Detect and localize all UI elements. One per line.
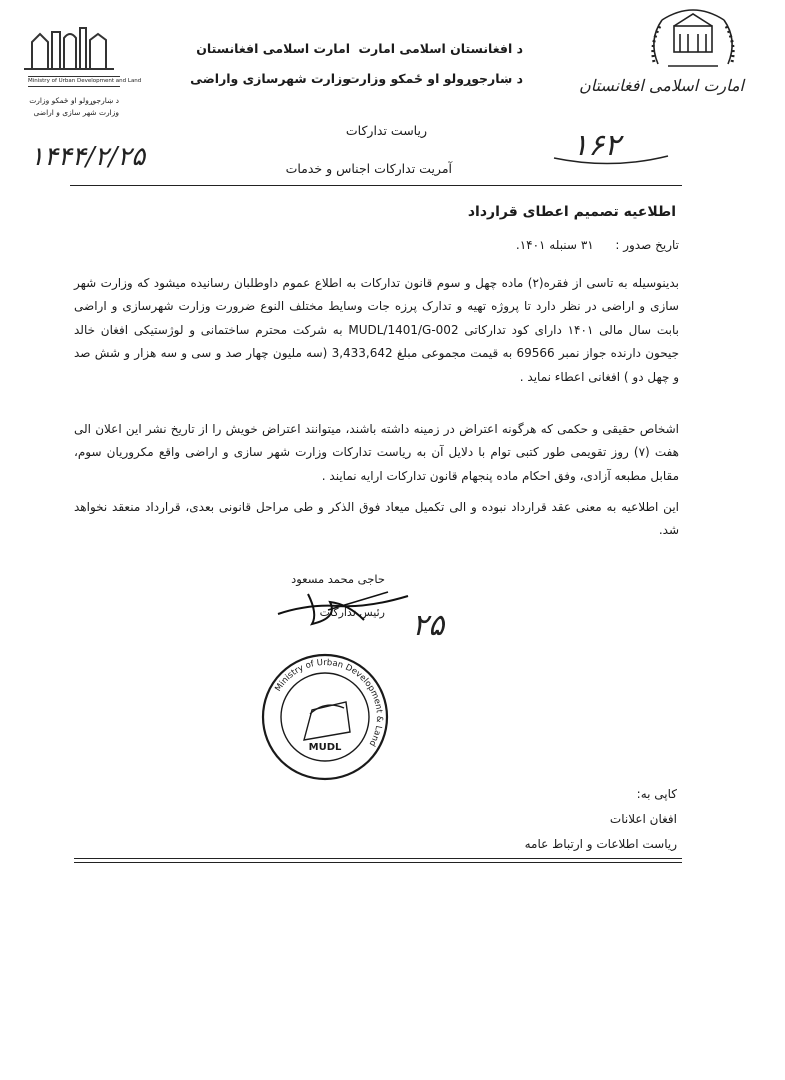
handwritten-number-underline [552, 140, 672, 170]
header-dari-emirate: امارت اسلامی افغانستان [196, 41, 350, 56]
header-pashto-emirate: د افغانستان اسلامی امارت [358, 41, 523, 56]
paragraph-award: بدینوسیله به تاسی از فقره(۲) ماده چهل و سوم قانون تدارکات به اطلاع عموم داوطلبان رسانیده میشود که وزارت شهر سازی و اراضی در نظر دارد تا پروژه تهیه و تدارک پرزه جات وسایط مختلف النوع ضرورت وزارت شهرسازی و اراضی بابت سال مالی ۱۴۰۱ دارای کود تدارکاتی MUDL/1401/G-002 به شرکت محترم ساختمانی و لوژستیکی افغان خالد جیحون دارنده جواز نمبر 69566 به قیمت مجموعی مبلغ 3,433,642 (سه ملیون چهار صد و سی و سه هزار و شش صد و چهل دو ) افغانی اعطاء نماید . [74, 276, 680, 384]
document-title: اطلاعیه تصمیم اعطای قرارداد [467, 204, 676, 220]
header-directorate: ریاست تدارکات [345, 123, 427, 138]
signatory-name: حاجی محمد مسعود [291, 572, 385, 586]
emirate-emblem [578, 4, 746, 100]
bottom-rule-lower [74, 862, 682, 863]
header-dari-ministry: وزارت شهرسازی واراضی [190, 71, 350, 86]
signature-scribble [268, 574, 418, 644]
header-sub-directorate: آمریت تدارکات اجناس و خدمات [285, 161, 452, 176]
stamp-outer-text: Ministry of Urban Development & Land [273, 657, 385, 748]
ministry-logo-banner: Ministry of Urban Development and Land [28, 76, 120, 87]
bottom-rule-upper [74, 858, 682, 859]
signatory-title: رئیس تدارکات [319, 606, 385, 619]
issue-date-value: ۳۱ سنبله ۱۴۰۱. [515, 238, 594, 252]
handwritten-number: ۱۶۲ [572, 128, 621, 163]
ministry-caption-dari: وزارت شهر سازی و اراضی [33, 108, 119, 117]
signature-handwritten-mark: ۲۵ [412, 608, 445, 643]
top-rule [70, 185, 682, 186]
copies-label: کاپی به: [636, 787, 677, 801]
handwritten-date: ۱۴۴۴/۲/۲۵ [30, 142, 146, 172]
stamp-center-text: MUDL [308, 742, 342, 753]
header-pashto-ministry: د ښارجوړولو او ځمکو وزارت [347, 71, 523, 86]
paragraph-notice: این اطلاعیه به معنی عقد قرارداد نبوده و الی تکمیل میعاد فوق الذکر و طی مراحل قانونی بعدی، قرارداد منعقد نخواهد شد. [74, 500, 679, 538]
copy-recipient: افغان اعلانات [609, 812, 677, 826]
emirate-emblem-caption: امارت اسلامی افغانستان [578, 76, 744, 95]
paragraph-objection: اشخاص حقیقی و حکمی که هرگونه اعتراض در زمینه داشته باشند، میتوانند اعتراض خویش را از تاریخ نشر این اعلان الی هفت (۷) روز تقویمی طور کتبی توام با دلایل آن به ریاست تدارکات وزارت شهر سازی و اراضی واقع مکروریان سوم، مقابل مطبعه آزادی، وفق احکام ماده پنجهام قانون تدارکات ارایه نمایند . [74, 422, 680, 483]
issue-date-row [516, 238, 679, 252]
emirate-emblem-graphic [640, 4, 746, 76]
copy-recipient: ریاست اطلاعات و ارتباط عامه [524, 837, 677, 851]
ministry-logo-graphic [14, 24, 124, 74]
official-stamp [260, 652, 390, 782]
issue-date-label: تاریخ صدور : [615, 238, 679, 252]
ministry-caption-pashto: د ښارجوړولو او ځمکو وزارت [29, 96, 119, 105]
